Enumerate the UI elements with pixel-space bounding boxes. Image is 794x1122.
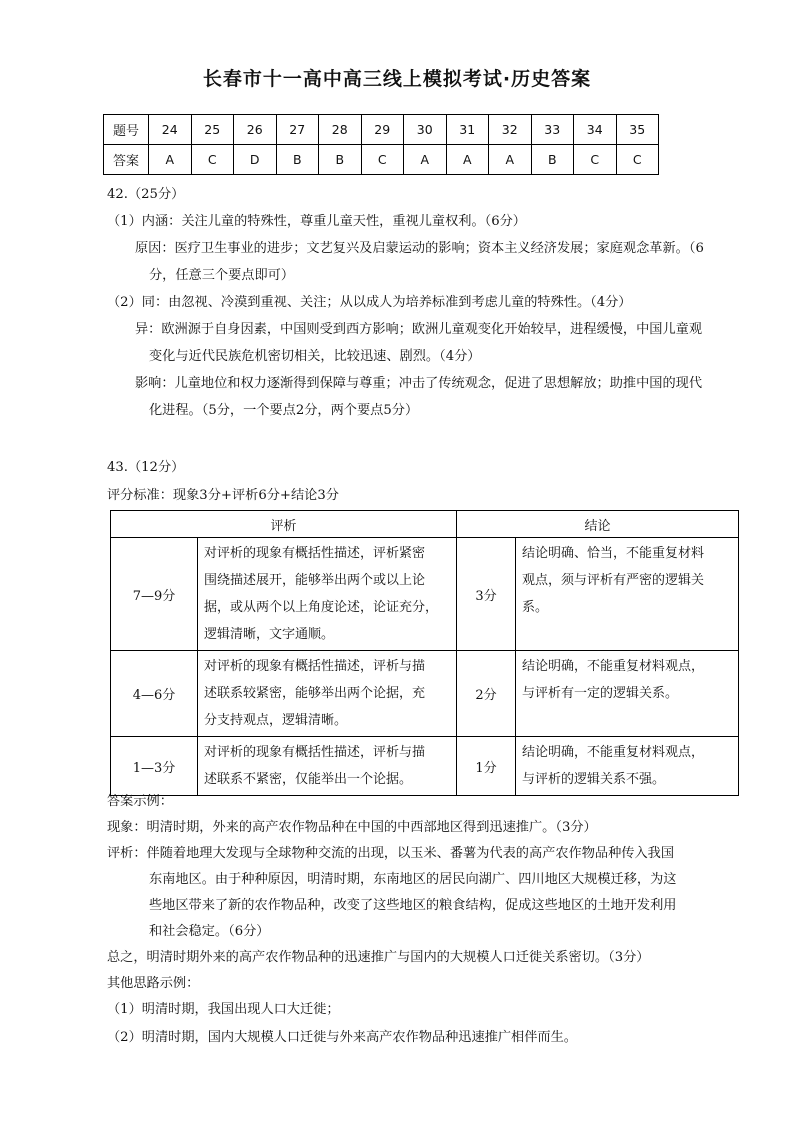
page-title: 长春市十一高中高三线上模拟考试·历史答案	[202, 68, 592, 90]
example-line: 总之，明清时期外来的高产农作物品种的迅速推广与国内的大规模人口迁徙关系密切。（3分）	[107, 950, 650, 965]
answer-row	[104, 145, 659, 175]
desc-line: 围绕描述展开，能够举出两个或以上论	[204, 573, 426, 588]
answer-cell: B	[319, 145, 362, 175]
level-description	[198, 737, 457, 796]
criteria-header-row	[111, 511, 739, 538]
example-line: 评析：伴随着地理大发现与全球物种交流的出现，以玉米、番薯为代表的高产农作物品种传入我国	[107, 846, 675, 861]
question-number: 34	[574, 115, 617, 145]
con-line: 结论明确，不能重复材料观点，	[522, 659, 705, 674]
q42-line: （1）内涵：关注儿童的特殊性，尊重儿童天性，重视儿童权利。（6分）	[107, 214, 526, 229]
desc-line: 述联系不紧密，仅能举出一个论据。	[204, 772, 413, 787]
question-number-row	[104, 115, 659, 145]
answer-cell: B	[531, 145, 574, 175]
question-number: 30	[404, 115, 447, 145]
question-number: 32	[489, 115, 532, 145]
q42-line: （2）同：由忽视、冷漠到重视、关注；从以成人为培养标准到考虑儿童的特殊性。（4分）	[107, 295, 632, 310]
answer-cell: A	[404, 145, 447, 175]
answer-table	[103, 114, 659, 175]
level-label: 1—3分	[111, 737, 198, 796]
answer-cell: A	[446, 145, 489, 175]
example-line: 和社会稳定。（6分）	[149, 924, 270, 939]
level-label: 4—6分	[111, 651, 198, 737]
question-number: 28	[319, 115, 362, 145]
q42-line: 化进程。（5分，一个要点2分，两个要点5分）	[149, 403, 419, 418]
row-label: 题号	[104, 115, 149, 145]
desc-line: 述联系较紧密，能够举出两个论据，充	[204, 686, 426, 701]
q42-line: 影响：儿童地位和权力逐渐得到保障与尊重；冲击了传统观念，促进了思想解放；助推中国的现代	[135, 376, 703, 391]
answer-cell: B	[276, 145, 319, 175]
answer-cell: A	[149, 145, 192, 175]
conclusion-score: 1分	[457, 737, 516, 796]
header-analysis: 评析	[111, 511, 457, 538]
answer-cell: D	[234, 145, 277, 175]
example-line: （2）明清时期，国内大规模人口迁徙与外来高产农作物品种迅速推广相伴而生。	[107, 1030, 577, 1045]
desc-line: 对评析的现象有概括性描述，评析与描	[204, 745, 426, 760]
q42-line: 原因：医疗卫生事业的进步；文艺复兴及启蒙运动的影响；资本主义经济发展；家庭观念革新。（6	[135, 241, 704, 256]
desc-line: 据，或从两个以上角度论述，论证充分，	[204, 600, 439, 615]
answer-cell: C	[616, 145, 659, 175]
conclusion-score: 3分	[457, 538, 516, 651]
example-line: 现象：明清时期，外来的高产农作物品种在中国的中西部地区得到迅速推广。（3分）	[107, 820, 597, 835]
conclusion-description	[516, 538, 739, 651]
example-heading: 答案示例：	[107, 794, 173, 809]
criteria-row	[111, 538, 739, 651]
conclusion-description	[516, 737, 739, 796]
criteria-table	[110, 510, 739, 796]
answer-cell: C	[361, 145, 404, 175]
con-line: 观点，须与评析有严密的逻辑关	[522, 573, 705, 588]
question-number: 35	[616, 115, 659, 145]
con-line: 与评析的逻辑关系不强。	[522, 772, 666, 787]
answer-cell: A	[489, 145, 532, 175]
desc-line: 对评析的现象有概括性描述，评析紧密	[204, 546, 426, 561]
question-number: 26	[234, 115, 277, 145]
level-description	[198, 651, 457, 737]
level-description	[198, 538, 457, 651]
conclusion-score: 2分	[457, 651, 516, 737]
con-line: 与评析有一定的逻辑关系。	[522, 686, 679, 701]
header-conclusion: 结论	[457, 511, 739, 538]
answer-cell: C	[191, 145, 234, 175]
question-number: 31	[446, 115, 489, 145]
row-label: 答案	[104, 145, 149, 175]
con-line: 结论明确，不能重复材料观点，	[522, 745, 705, 760]
answer-cell: C	[574, 145, 617, 175]
example-line: 其他思路示例：	[107, 976, 200, 991]
q43-standard: 评分标准：现象3分+评析6分+结论3分	[107, 488, 339, 503]
question-number: 27	[276, 115, 319, 145]
q42-line: 异：欧洲源于自身因素，中国则受到西方影响；欧洲儿童观变化开始较早，进程缓慢，中国儿童观	[135, 322, 703, 337]
q42-heading: 42.（25分）	[107, 187, 185, 202]
question-number: 29	[361, 115, 404, 145]
example-line: 东南地区。由于种种原因，明清时期，东南地区的居民向湖广、四川地区大规模迁移，为这	[149, 872, 677, 887]
question-number: 24	[149, 115, 192, 145]
question-number: 33	[531, 115, 574, 145]
q42-line: 分，任意三个要点即可）	[149, 268, 295, 283]
conclusion-description	[516, 651, 739, 737]
con-line: 结论明确、恰当，不能重复材料	[522, 546, 705, 561]
q42-line: 变化与近代民族危机密切相关，比较迅速、剧烈。（4分）	[149, 349, 481, 364]
example-line: 些地区带来了新的农作物品种，改变了这些地区的粮食结构，促成这些地区的土地开发利用	[149, 898, 677, 913]
criteria-row	[111, 737, 739, 796]
q43-heading: 43.（12分）	[107, 460, 185, 475]
example-line: （1）明清时期，我国出现人口大迁徙；	[107, 1002, 340, 1017]
criteria-row	[111, 651, 739, 737]
desc-line: 对评析的现象有概括性描述，评析与描	[204, 659, 426, 674]
con-line: 系。	[522, 600, 549, 615]
level-label: 7—9分	[111, 538, 198, 651]
desc-line: 逻辑清晰，文字通顺。	[204, 627, 335, 642]
desc-line: 分支持观点，逻辑清晰。	[204, 713, 348, 728]
question-number: 25	[191, 115, 234, 145]
